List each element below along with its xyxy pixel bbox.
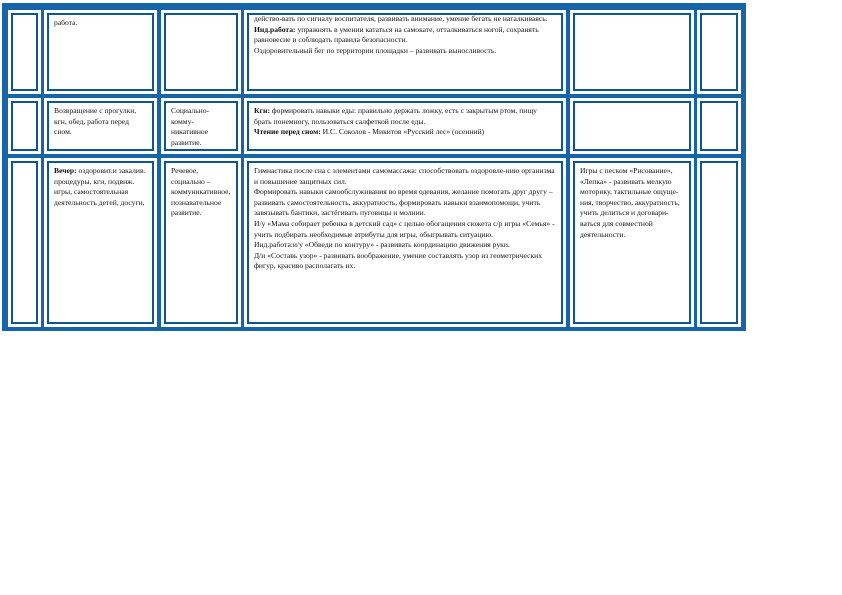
row-3-extra-cell [697,158,741,327]
row-1-activity-text: работа. [54,18,78,27]
row-2-extra-cell [697,98,741,154]
row-3-line-4: Инд.работа:и/у «Обведи по контуру» - развивать координацию движения руки. [254,240,510,250]
row-1-extra-cell [697,10,741,94]
row-3-activity-text: Вечер: оздоровит.и закалив. процедуры, кгн, подвиж. игры, самостоятельная деятельность детей, досуги, [54,166,146,207]
row-1-area-cell [161,10,241,94]
row-3-area-cell [161,158,241,327]
row-2-area-text: Социально-комму-никативное развитие. [171,106,210,147]
row-2-line-2: Чтение перед сном: И.С. Соколов - Микитов «Русский лес» (осенний) [254,127,485,137]
row-3-line-5: Д/и «Составь узор» - развивать воображение, умение составлять узор из геометрических фигур, красиво располагать их. [254,250,543,271]
row-1-line-3: Оздоровительный бег по территории площадки – развивать выносливость. [254,45,497,55]
row-1-number-cell [8,10,41,94]
row-2-activity-cell [44,98,157,154]
row-1-line-1: действо-вать по сигналу воспитателя, развивать внимание, умение бегать не наталкиваясь. [254,14,548,23]
row-3-notes-cell [570,158,694,327]
row-3-number-cell [8,158,41,327]
row-1-line-2: Инд.работа: упражнять в умении кататься на самокате, отталкиваться ногой, сохранять равновесие и соблюдать правила безопасности. [254,24,539,45]
row-2-activity-text: Возвращение с прогулки, кгн, обед, работа перед сном. [54,106,137,137]
plan-table [2,3,746,331]
row-3-line-1: Гимнастика после сна с элементами самомассажа: способствовать оздоровле-нию организма и повышение защитных сил. [254,166,555,186]
row-2-area-cell [161,98,241,154]
row-1-notes-cell [570,10,694,94]
row-2-number-cell [8,98,41,154]
row-3-line-2: Формировать навыки самообслуживания во время одевания, желание помогать друг другу – развивать самостоятельность, аккуратность, формировать навыки взаимопомощи, учить завязывать бантики, застёгивать пуговицы и молнии. [254,187,553,218]
row-3-line-3: И/у «Мама собирает ребенка в детский сад» с целью обогащения сюжета с/р игры «Семья» - учить подбирать необходимые атрибуты для игры, обыгрывать ситуацию. [254,218,555,239]
row-3-activity-cell [44,158,157,327]
row-2-notes-cell [570,98,694,154]
row-1-content-cell [244,10,566,94]
row-2-line-1: Кгн: формировать навыки еды: правильно держать ложку, есть с закрытым ртом, пищу брать понемногу, пользоваться салфеткой после еды. [254,106,537,126]
row-3-notes-text: Игры с песком «Рисование», «Лепка» - развивать мелкую моторику, тактильные ощуще-ния, творчество, аккуратность, учить делиться и договари-ваться для совместной деятельности. [580,166,680,239]
row-2-content-cell [244,98,566,154]
row-3-content-cell [244,158,566,327]
row-1-activity-cell [44,10,157,94]
row-3-area-text: Речевое, социально – коммуникативное, познавательное развитие. [171,166,231,218]
